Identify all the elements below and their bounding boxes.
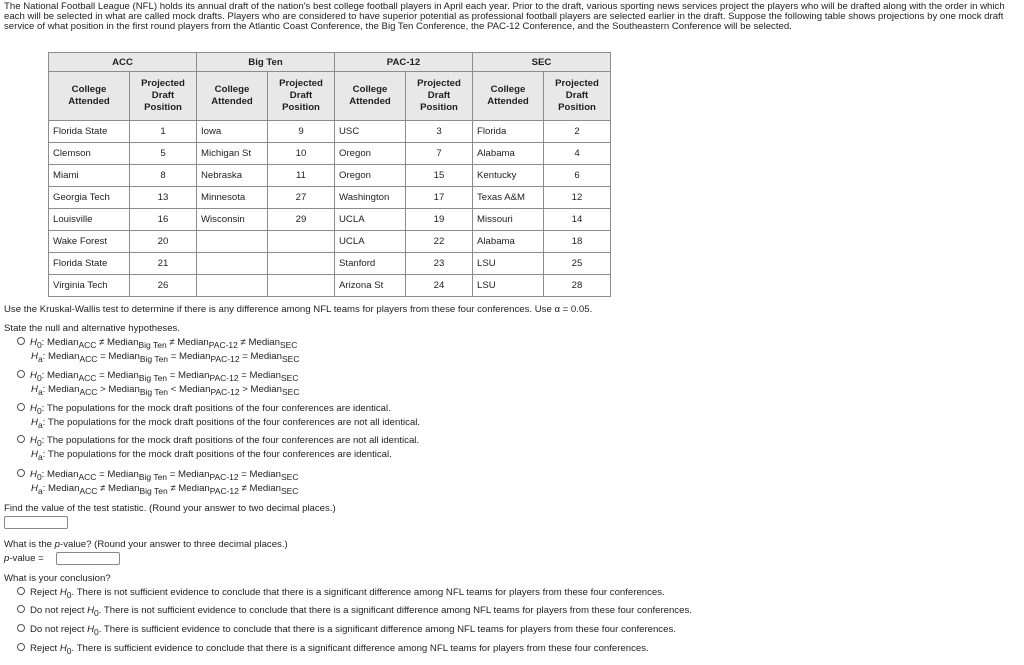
hypothesis-option-4[interactable]: $H_0$: The populations for the mock draft positions of the four conferences are not all identical. $H_a$: The populations for the mock draft positions of the four conferences are identical.	[17, 435, 419, 463]
position-cell: 18	[544, 231, 611, 253]
radio-button[interactable]	[17, 337, 25, 345]
hypothesis-option-5[interactable]: $H_0$: Median$_{ACC}$ = Median$_{Big Ten}$ = Median$_{PAC-12}$ = Median$_{SEC}$ $H_a$: Median$_{ACC}$ ≠ Median$_{Big Ten}$ ≠ Median$_{PAC-12}$ ≠ Median$_{SEC}$	[17, 469, 298, 497]
header-pac12: PAC-12	[335, 53, 473, 72]
college-cell: Missouri	[473, 209, 544, 231]
position-cell: 25	[544, 253, 611, 275]
col-college: College Attended	[197, 72, 268, 121]
table-row	[49, 165, 611, 187]
college-cell: Nebraska	[197, 165, 268, 187]
conclusion-prompt: What is your conclusion?	[4, 573, 111, 584]
pvalue-input[interactable]	[56, 552, 120, 565]
pvalue-label: p-value =	[4, 553, 44, 564]
conclusion-option-1[interactable]: Reject $H_0$. There is not sufficient evidence to conclude that there is a significant difference among NFL teams for players from these four conferences.	[17, 587, 665, 600]
instruction-text: Use the Kruskal-Wallis test to determine if there is any difference among NFL teams for players from these four conferences. Use α = 0.05.	[4, 304, 593, 315]
radio-button[interactable]	[17, 587, 25, 595]
position-cell: 9	[268, 121, 335, 143]
position-cell: 3	[406, 121, 473, 143]
test-statistic-prompt: Find the value of the test statistic. (Round your answer to two decimal places.)	[4, 503, 336, 514]
ha-text: The populations for the mock draft positions of the four conferences are identical.	[47, 449, 392, 460]
position-cell: 26	[130, 275, 197, 297]
conclusion-option-4[interactable]: Reject $H_0$. There is sufficient evidence to conclude that there is a significant difference among NFL teams for players from these four conferences.	[17, 643, 649, 656]
problem-intro: The National Football League (NFL) holds its annual draft of the nation's best college football players in April each year. Prior to the draft, various sporting news services project the players who will be drafted along with the order in which each will be selected in what are called mock drafts. Players who are considered to have superior potential as professional football players are selected earlier in the draft. Suppose the following table shows projections by one mock draft service of what position in the first round players from the Atlantic Coast Conference, the Big Ten Conference, the PAC-12 Conference, and the Southeastern Conference will be selected.	[4, 1, 1005, 32]
col-position: Projected Draft Position	[268, 72, 335, 121]
position-cell: 12	[544, 187, 611, 209]
position-cell	[268, 253, 335, 275]
radio-button[interactable]	[17, 624, 25, 632]
position-cell: 11	[268, 165, 335, 187]
table-row	[49, 187, 611, 209]
position-cell: 1	[130, 121, 197, 143]
college-cell: Alabama	[473, 231, 544, 253]
hypothesis-option-2[interactable]: $H_0$: Median$_{ACC}$ = Median$_{Big Ten}$ = Median$_{PAC-12}$ = Median$_{SEC}$ $H_a$: Median$_{ACC}$ > Median$_{Big Ten}$ < Median$_{PAC-12}$ > Median$_{SEC}$	[17, 370, 299, 398]
college-cell: Louisville	[49, 209, 130, 231]
radio-button[interactable]	[17, 605, 25, 613]
college-cell: Oregon	[335, 165, 406, 187]
college-cell: Miami	[49, 165, 130, 187]
col-college: College Attended	[49, 72, 130, 121]
col-position: Projected Draft Position	[544, 72, 611, 121]
state-hypotheses-prompt: State the null and alternative hypotheses.	[4, 323, 181, 334]
header-sec: SEC	[473, 53, 611, 72]
position-cell: 5	[130, 143, 197, 165]
college-cell	[197, 275, 268, 297]
table-row	[49, 121, 611, 143]
college-cell: Washington	[335, 187, 406, 209]
college-cell: Georgia Tech	[49, 187, 130, 209]
h0-text: The populations for the mock draft positions of the four conferences are identical.	[46, 403, 391, 414]
college-cell: Florida State	[49, 253, 130, 275]
college-cell: LSU	[473, 253, 544, 275]
position-cell: 8	[130, 165, 197, 187]
position-cell: 7	[406, 143, 473, 165]
radio-button[interactable]	[17, 469, 25, 477]
college-cell	[197, 231, 268, 253]
college-cell: Arizona St	[335, 275, 406, 297]
position-cell: 17	[406, 187, 473, 209]
position-cell: 4	[544, 143, 611, 165]
college-cell: UCLA	[335, 231, 406, 253]
header-big-ten: Big Ten	[197, 53, 335, 72]
position-cell: 2	[544, 121, 611, 143]
col-position: Projected Draft Position	[130, 72, 197, 121]
college-cell: Minnesota	[197, 187, 268, 209]
position-cell: 22	[406, 231, 473, 253]
test-statistic-input[interactable]	[4, 516, 68, 529]
table-row	[49, 143, 611, 165]
table-row	[49, 275, 611, 297]
college-cell: Virginia Tech	[49, 275, 130, 297]
conclusion-option-2[interactable]: Do not reject $H_0$. There is not sufficient evidence to conclude that there is a significant difference among NFL teams for players from these four conferences.	[17, 605, 692, 618]
table-row	[49, 231, 611, 253]
college-cell: Florida	[473, 121, 544, 143]
college-cell: Wake Forest	[49, 231, 130, 253]
hypothesis-option-3[interactable]: $H_0$: The populations for the mock draft positions of the four conferences are identical. $H_a$: The populations for the mock draft positions of the four conferences are not all identical.	[17, 403, 420, 431]
position-cell: 14	[544, 209, 611, 231]
college-cell: Wisconsin	[197, 209, 268, 231]
position-cell: 19	[406, 209, 473, 231]
position-cell: 28	[544, 275, 611, 297]
h0-text: The populations for the mock draft positions of the four conferences are not all identical.	[46, 435, 420, 446]
table-row	[49, 253, 611, 275]
college-cell: Michigan St	[197, 143, 268, 165]
conclusion-option-3[interactable]: Do not reject $H_0$. There is sufficient evidence to conclude that there is a significant difference among NFL teams for players from these four conferences.	[17, 624, 676, 637]
pvalue-prompt: What is the p-value? (Round your answer to three decimal places.)	[4, 539, 288, 550]
position-cell: 23	[406, 253, 473, 275]
col-position: Projected Draft Position	[406, 72, 473, 121]
position-cell: 21	[130, 253, 197, 275]
college-cell: LSU	[473, 275, 544, 297]
college-cell: Clemson	[49, 143, 130, 165]
college-cell: Kentucky	[473, 165, 544, 187]
college-cell: Alabama	[473, 143, 544, 165]
college-cell: USC	[335, 121, 406, 143]
position-cell: 20	[130, 231, 197, 253]
col-college: College Attended	[335, 72, 406, 121]
position-cell: 24	[406, 275, 473, 297]
ha-text: The populations for the mock draft positions of the four conferences are not all identical.	[47, 417, 421, 428]
position-cell	[268, 231, 335, 253]
radio-button[interactable]	[17, 403, 25, 411]
position-cell: 10	[268, 143, 335, 165]
position-cell: 6	[544, 165, 611, 187]
college-cell: Stanford	[335, 253, 406, 275]
table-row	[49, 209, 611, 231]
position-cell: 29	[268, 209, 335, 231]
col-college: College Attended	[473, 72, 544, 121]
hypothesis-option-1[interactable]: $H_0$: Median$_{ACC}$ ≠ Median$_{Big Ten}$ ≠ Median$_{PAC-12}$ ≠ Median$_{SEC}$ $H_a$: Median$_{ACC}$ = Median$_{Big Ten}$ = Median$_{PAC-12}$ = Median$_{SEC}$	[17, 337, 299, 365]
position-cell: 15	[406, 165, 473, 187]
college-cell: Texas A&M	[473, 187, 544, 209]
header-acc: ACC	[49, 53, 197, 72]
position-cell	[268, 275, 335, 297]
college-cell: Florida State	[49, 121, 130, 143]
radio-button[interactable]	[17, 370, 25, 378]
college-cell: Oregon	[335, 143, 406, 165]
draft-table	[48, 52, 611, 297]
radio-button[interactable]	[17, 643, 25, 651]
position-cell: 16	[130, 209, 197, 231]
position-cell: 27	[268, 187, 335, 209]
college-cell: UCLA	[335, 209, 406, 231]
college-cell	[197, 253, 268, 275]
position-cell: 13	[130, 187, 197, 209]
radio-button[interactable]	[17, 435, 25, 443]
college-cell: Iowa	[197, 121, 268, 143]
